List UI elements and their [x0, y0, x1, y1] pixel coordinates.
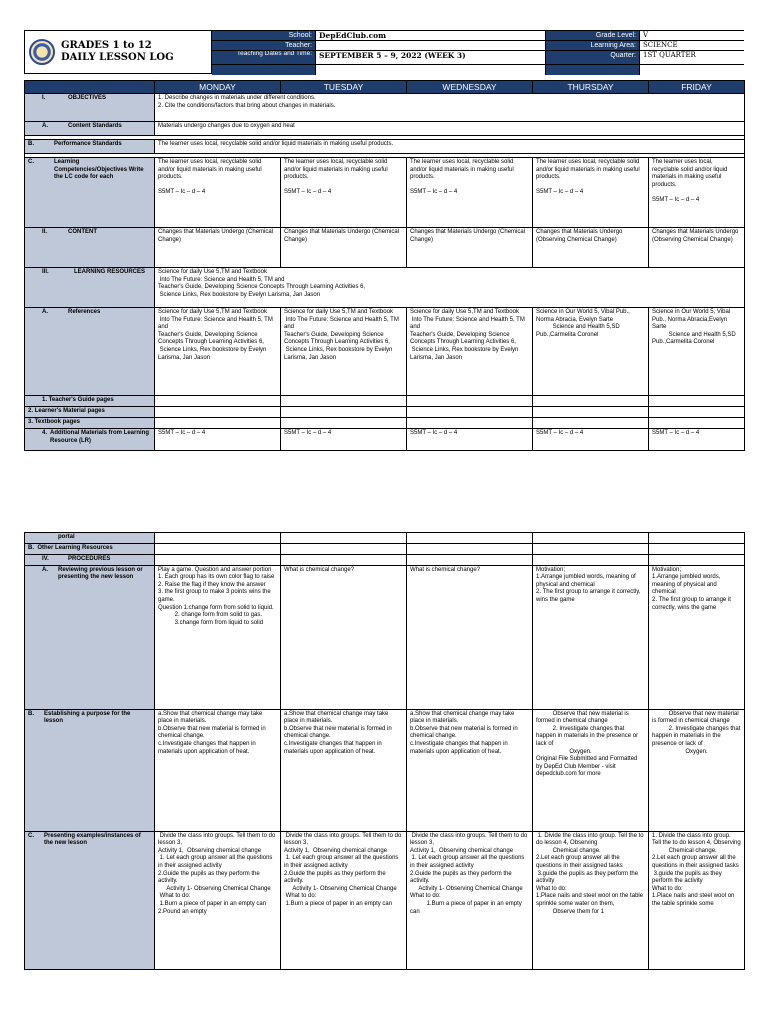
portal-row — [25, 533, 745, 544]
reviewing-row — [25, 565, 745, 709]
content-label: II. CONTENT — [25, 228, 155, 268]
teacher-value — [316, 41, 546, 51]
competencies-thursday: The learner uses local, recyclable solid and/or liquid materials in making useful products. S5MT – Ic – d – 4 — [533, 158, 649, 228]
day-header-friday: FRIDAY — [649, 81, 745, 94]
day-header-wednesday: WEDNESDAY — [407, 81, 533, 94]
page-2 — [0, 532, 768, 1024]
content-standards-text: Materials undergo changes due to oxygen and heat — [155, 122, 745, 136]
content-tuesday: Changes that Materials Undergo (Chemical Change) — [281, 228, 407, 268]
reviewing-monday: Play a game. Question and answer portion 1. Each group has its own color flag to raise 2. Raise the flag if they know the answer 3. the first group to make 3 points wins the game. Question 1.change form from solid to liquid. 2. change form from solid to gas. 3.change form from liquid to solid — [155, 565, 281, 709]
day-header-thursday: THURSDAY — [533, 81, 649, 94]
reviewing-label: A. Reviewing previous lesson or presenting the new lesson — [25, 565, 155, 709]
purpose-wednesday: a.Show that chemical change may take place in materials. b.Observe that new material is formed in chemical change. c.Investigate changes that happen in materials upon application of heat. — [407, 709, 533, 831]
dll-header — [24, 30, 744, 74]
additional-materials-label: 4. Additional Materials from Learning Resource (LR) — [25, 429, 155, 451]
dll-table-page-2 — [24, 532, 745, 970]
resources-text: Science for daily Use 5,TM and Textbook Into The Future: Science and Health 5, TM and Teacher's Guide, Developing Science Concepts Through Learning Activities 6, Science Links, Rex bookstore by Evelyn Larisma, Jan Jason — [155, 268, 745, 308]
content-row — [25, 228, 745, 268]
procedures-row — [25, 554, 745, 565]
grade-value: V — [640, 31, 744, 41]
content-friday: Changes that Materials Undergo (Observing Chemical Change) — [649, 228, 745, 268]
blank-value — [316, 65, 546, 75]
reviewing-wednesday: What is chemical change? — [407, 565, 533, 709]
purpose-monday: a.Show that chemical change may take place in materials. b.Observe that new material is formed in chemical change. c.Investigate changes that happen in materials upon application of heat. — [155, 709, 281, 831]
blank-label-2 — [546, 65, 640, 75]
quarter-label: Quarter: — [546, 51, 640, 65]
additional-monday: S5MT – Ic – d – 4 — [155, 429, 281, 451]
tg-pages-label: 1. Teacher's Guide pages — [25, 396, 155, 407]
tb-pages-row — [25, 418, 745, 429]
purpose-row — [25, 709, 745, 831]
references-monday: Science for daily Use 5,TM and Textbook Into The Future: Science and Health 5, TM and Teacher's Guide, Developing Science Concepts Through Learning Activities 6, Science Links, Rex bookstore by Evelyn Larisma, Jan Jason — [155, 308, 281, 396]
references-wednesday: Science for daily Use 5,TM and Textbook Into The Future: Science and Health 5, TM and Teacher's Guide, Developing Science Concepts Through Learning Activities 6, Science Links, Rex bookstore by Evelyn Larisma, Jan Jason — [407, 308, 533, 396]
lm-pages-row — [25, 407, 745, 418]
additional-materials-row — [25, 429, 745, 451]
reviewing-friday: Motivation; 1.Arrange jumbled words, meaning of physical and chemical 2. The first group to arrange it correctly, wins the game — [649, 565, 745, 709]
purpose-label: B. Establishing a purpose for the lesson — [25, 709, 155, 831]
performance-standards-label: B. Performance Standards — [25, 140, 155, 154]
day-header-row — [25, 81, 745, 94]
school-label: School: — [212, 31, 316, 41]
teacher-label: Teacher: — [212, 41, 316, 51]
reviewing-thursday: Motivation; 1.Arrange jumbled words, meaning of physical and chemical 2. The first group to arrange it correctly, wins the game — [533, 565, 649, 709]
presenting-label: C. Presenting examples/instances of the new lesson — [25, 831, 155, 969]
area-label: Learning Area: — [546, 41, 640, 51]
additional-wednesday: S5MT – Ic – d – 4 — [407, 429, 533, 451]
competencies-label: C. Learning Competencies/Objectives Write the LC code for each — [25, 158, 155, 228]
competencies-tuesday: The learner uses local, recyclable solid and/or liquid materials in making useful products. S5MT – Ic – d – 4 — [281, 158, 407, 228]
presenting-wednesday: Divide the class into groups. Tell them to do lesson 3, Activity 1, Observing chemical change 1. Let each group answer all the questions in their assigned activity 2.Guide the pupils as they perform the activity. Activity 1- Observing Chemical Change What to do: 1.Burn a piece of paper in an empty can — [407, 831, 533, 969]
competencies-friday: The learner uses local, recyclable solid and/or liquid materials in making useful products. S5MT – Ic – d – 4 — [649, 158, 745, 228]
day-header-tuesday: TUESDAY — [281, 81, 407, 94]
objectives-text: 1. Describe changes in materials under different conditions. 2. Cite the conditions/factors that bring about changes in materials. — [155, 94, 745, 122]
content-wednesday: Changes that Materials Undergo (Chemical Change) — [407, 228, 533, 268]
page-1 — [0, 0, 768, 500]
day-header-blank — [25, 81, 155, 94]
grade-label: Grade Level: — [546, 31, 640, 41]
presenting-friday: 1. Divide the class into group. Tell the to do lesson 4, Observing Chemical change. 2.Let each group answer all the questions in their assigned tasks 3.guide the pupils as they perform the activity What to do: 1.Place nails and steel wool on the table sprinkle some — [649, 831, 745, 969]
performance-standards-text: The learner uses local, recyclable solid and/or liquid materials in making useful products. — [155, 140, 745, 154]
additional-tuesday: S5MT – Ic – d – 4 — [281, 429, 407, 451]
objectives-label: I. OBJECTIVES — [25, 94, 155, 122]
content-standards-label: A. Content Standards — [25, 122, 155, 136]
content-monday: Changes that Materials Undergo (Chemical Change) — [155, 228, 281, 268]
content-thursday: Changes that Materials Undergo (Observing Chemical Change) — [533, 228, 649, 268]
competencies-row — [25, 158, 745, 228]
lm-pages-label: 2. Learner's Material pages — [25, 407, 155, 418]
resources-label: III. LEARNING RESOURCES — [25, 268, 155, 308]
competencies-wednesday: The learner uses local, recyclable solid and/or liquid materials in making useful products. S5MT – Ic – d – 4 — [407, 158, 533, 228]
presenting-row — [25, 831, 745, 969]
other-resources-row — [25, 543, 745, 554]
purpose-tuesday: a.Show that chemical change may take place in materials. b.Observe that new material is formed in chemical change. c.Investigate changes that happen in materials upon application of heat. — [281, 709, 407, 831]
dll-table-page-1 — [24, 80, 745, 451]
presenting-thursday: 1. Divide the class into group. Tell the to do lesson 4, Observing Chemical change. 2.Let each group answer all the questions in their assigned tasks 3.guide the pupils as they perform the activity What to do: 1.Place nails and steel wool on the table sprinkle some water on them, Observe them for 1 — [533, 831, 649, 969]
competencies-monday: The learner uses local, recyclable solid and/or liquid materials in making useful products. S5MT – Ic – d – 4 — [155, 158, 281, 228]
tb-pages-label: 3. Textbook pages — [25, 418, 155, 429]
references-row — [25, 308, 745, 396]
references-friday: Science in Our World 5, Vibal Pub., Norma Abracia,Evelyn Sarte Science and Health 5,SD Pub.,Carmelita Coronel — [649, 308, 745, 396]
purpose-thursday: Observe that new material is formed in chemical change 2. Investigate changes that happen in materials in the presence or lack of Oxygen. Original File Submitted and Formatted by DepEd Club Member - visit depedclub.com for more — [533, 709, 649, 831]
references-thursday: Science in Our World 5, Vibal Pub., Norma Abracia, Evelyn Sarte Science and Health 5,SD Pub.,Carmelita Coronel — [533, 308, 649, 396]
quarter-value: 1ST QUARTER — [640, 51, 744, 65]
purpose-friday: Observe that new material is formed in chemical change 2. Investigate changes that happen in materials in the presence or lack of Oxygen. — [649, 709, 745, 831]
performance-standards-row — [25, 140, 745, 154]
objectives-row — [25, 94, 745, 122]
references-label: A. References — [25, 308, 155, 396]
header-title — [61, 40, 174, 64]
reviewing-tuesday: What is chemical change? — [281, 565, 407, 709]
header-title-block — [24, 30, 212, 74]
presenting-monday: Divide the class into groups. Tell them to do lesson 3, Activity 1, Observing chemical change 1. Let each group answer all the questions in their assigned activity 2.Guide the pupils as they perform the activity. Activity 1- Observing Chemical Change What to do: 1.Burn a piece of paper in an empty can 2.Pound an empty — [155, 831, 281, 969]
presenting-tuesday: Divide the class into groups. Tell them to do lesson 3, Activity 1, Observing chemical change 1. Let each group answer all the questions in their assigned activity 2.Guide the pupils as they perform the activity. Activity 1- Observing Chemical Change What to do: 1.Burn a piece of paper in an empty can — [281, 831, 407, 969]
dates-value: SEPTEMBER 5 – 9, 2022 (WEEK 3) — [316, 51, 546, 65]
tg-pages-row — [25, 396, 745, 407]
additional-friday: S5MT – Ic – d – 4 — [649, 429, 745, 451]
additional-thursday: S5MT – Ic – d – 4 — [533, 429, 649, 451]
procedures-label: IV. PROCEDURES — [25, 554, 155, 565]
deped-seal-icon — [29, 39, 55, 65]
blank-label — [212, 65, 316, 75]
header-info-grid — [212, 30, 744, 74]
dates-label: Teaching Dates and Time: — [212, 51, 316, 65]
resources-row — [25, 268, 745, 308]
blank-value-2 — [640, 65, 744, 75]
content-standards-row — [25, 122, 745, 136]
portal-label: portal — [25, 533, 155, 544]
title-line-1: GRADES 1 to 12 — [61, 40, 152, 51]
title-line-2: DAILY LESSON LOG — [61, 52, 174, 63]
other-resources-label: B. Other Learning Resources — [25, 543, 155, 554]
area-value: SCIENCE — [640, 41, 744, 51]
school-value: DepEdClub.com — [316, 31, 546, 41]
references-tuesday: Science for daily Use 5,TM and Textbook Into The Future: Science and Health 5, TM and Teacher's Guide, Developing Science Concepts Through Learning Activities 6, Science Links, Rex bookstore by Evelyn Larisma, Jan Jason — [281, 308, 407, 396]
day-header-monday: MONDAY — [155, 81, 281, 94]
